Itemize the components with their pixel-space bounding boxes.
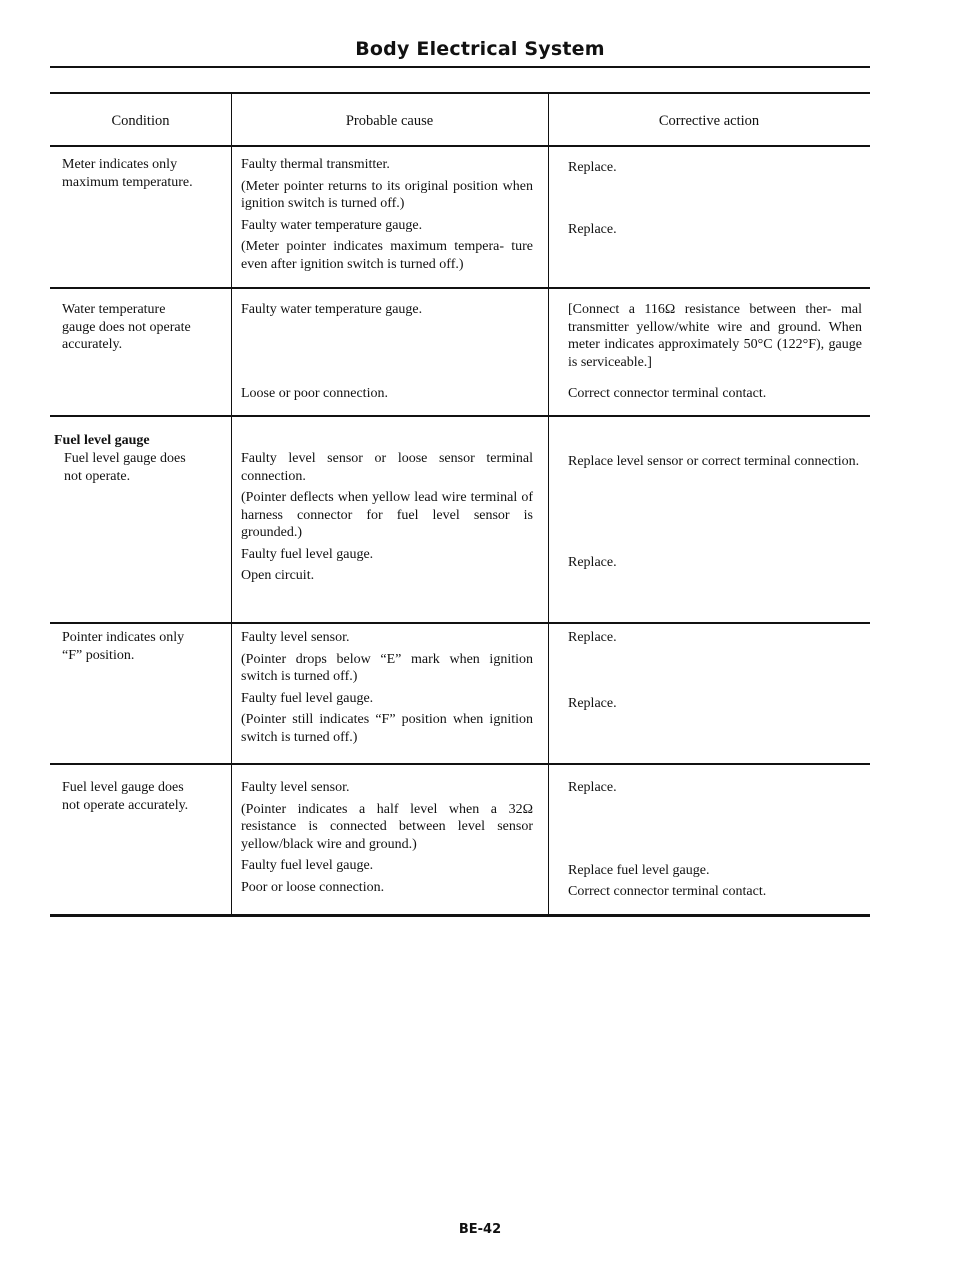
- row-5-condition: Fuel level gauge does not operate accurately.: [62, 780, 189, 813]
- row-3-causes: [241, 450, 533, 589]
- table-top-rule: [50, 92, 870, 94]
- row-3-action-1: Replace level sensor or correct terminal connection.: [568, 454, 860, 469]
- row-5-action-1: Replace.: [568, 780, 617, 795]
- column-header-action: Corrective action: [658, 113, 760, 129]
- cause-text: Faulty water temperature gauge.: [241, 217, 423, 233]
- cause-text: Faulty fuel level gauge.: [241, 690, 374, 706]
- cause-text: (Meter pointer indicates maximum tempera- ture even after ignition switch is turned off.): [241, 239, 533, 272]
- row-4-action-2: Replace.: [568, 696, 617, 711]
- cause-text: Faulty fuel level gauge.: [241, 546, 374, 562]
- page-title: Body Electrical System: [355, 38, 605, 60]
- column-divider: [231, 94, 232, 916]
- cause-text: (Pointer deflects when yellow lead wire terminal of harness connector for fuel level sensor is grounded.): [241, 490, 533, 540]
- cause-text: Faulty level sensor.: [241, 630, 350, 645]
- cause-text: Faulty level sensor.: [241, 780, 350, 795]
- row-1-condition: Meter indicates only maximum temperature.: [62, 157, 193, 190]
- row-2-cause-2: Loose or poor connection.: [241, 386, 388, 401]
- row-2-cause-1: Faulty water temperature gauge.: [241, 302, 423, 317]
- page-number: BE-42: [458, 1222, 502, 1237]
- header-rule: [50, 66, 870, 68]
- row-1-causes: [241, 156, 533, 277]
- cause-text: Faulty level sensor or loose sensor terminal connection.: [241, 451, 533, 484]
- cause-text: (Pointer still indicates “F” position when ignition switch is turned off.): [241, 712, 533, 745]
- row-1-action-2: Replace.: [568, 222, 617, 237]
- row-4-condition: Pointer indicates only “F” position.: [62, 630, 185, 663]
- cause-text: Poor or loose connection.: [241, 879, 385, 895]
- row-5-action-3: Correct connector terminal contact.: [568, 884, 767, 899]
- cause-text: Faulty thermal transmitter.: [241, 157, 390, 172]
- cause-text: (Pointer drops below “E” mark when ignition switch is turned off.): [241, 651, 533, 684]
- column-header-condition: Condition: [111, 113, 170, 129]
- row-2-action-1: [Connect a 116Ω resistance between ther- mal transmitter yellow/white wire and ground. When meter indicates approximately 50°C (122°F), gauge is serviceable.]: [568, 302, 862, 370]
- row-3-condition: Fuel level gauge does not operate.: [64, 451, 186, 484]
- row-2-condition: Water temperature gauge does not operate accurately.: [62, 302, 191, 352]
- row-5-action-2: Replace fuel level gauge.: [568, 863, 710, 878]
- cause-text: (Pointer indicates a half level when a 32Ω resistance is connected between level sensor yellow/black wire and ground.): [241, 801, 533, 852]
- header-divider: [50, 145, 870, 147]
- row-divider: [50, 763, 870, 765]
- cause-text: Faulty fuel level gauge.: [241, 858, 374, 873]
- row-divider: [50, 415, 870, 417]
- column-header-cause: Probable cause: [345, 113, 434, 129]
- row-divider: [50, 622, 870, 624]
- cause-text: (Meter pointer returns to its original position when ignition switch is turned off.): [241, 178, 533, 211]
- row-4-causes: [241, 629, 533, 750]
- row-1-action-1: Replace.: [568, 160, 617, 175]
- cause-text: Open circuit.: [241, 568, 315, 583]
- row-2-action-2: Correct connector terminal contact.: [568, 386, 767, 401]
- row-3-action-2: Replace.: [568, 555, 617, 570]
- row-5-causes: [241, 779, 533, 900]
- table-bottom-rule: [50, 914, 870, 917]
- row-4-action-1: Replace.: [568, 630, 617, 645]
- column-divider: [548, 94, 549, 916]
- section-heading-fuel-level-gauge: Fuel level gauge: [54, 433, 150, 448]
- row-divider: [50, 287, 870, 289]
